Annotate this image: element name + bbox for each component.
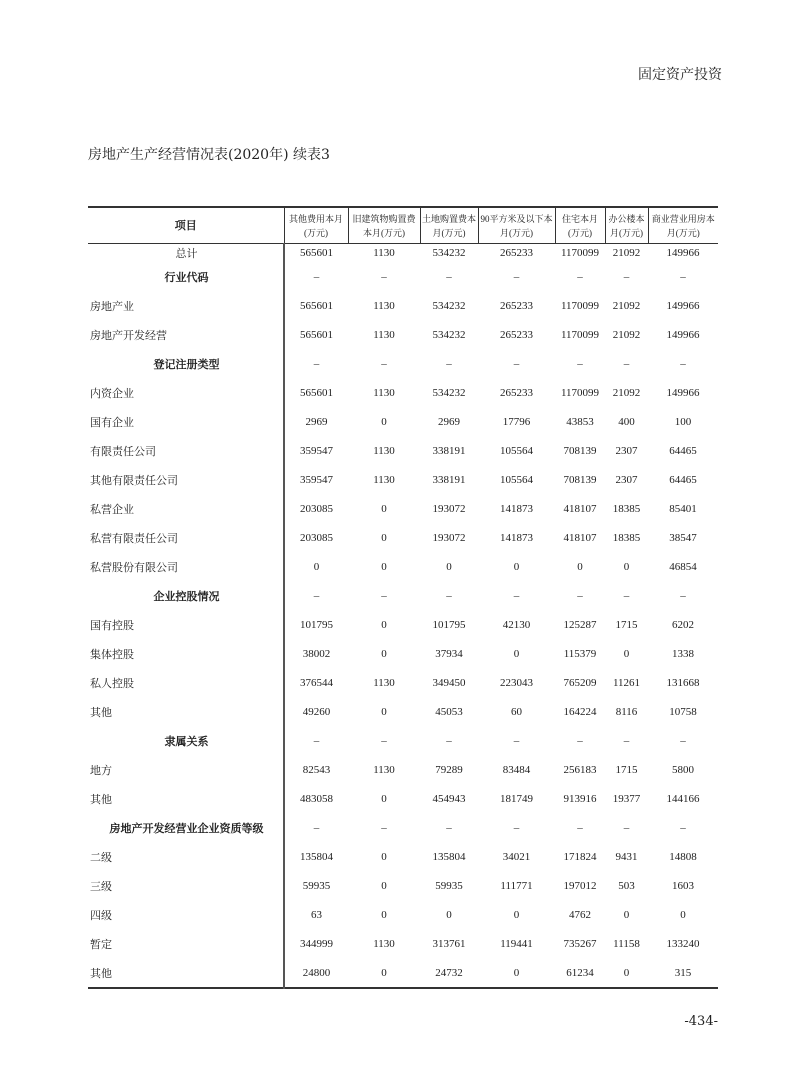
cell-value: 49260: [302, 705, 331, 718]
cell-value: 38547: [669, 531, 697, 544]
cell-value: 0: [313, 560, 320, 573]
cell-value: 193072: [432, 502, 466, 515]
cell-value: 111771: [500, 879, 533, 892]
table-row: [88, 465, 718, 494]
cell-value: 135804: [432, 850, 466, 863]
cell-value: 135804: [300, 850, 333, 863]
table-row: [88, 668, 718, 697]
row-label: 地方: [88, 755, 284, 784]
cell-value: 0: [381, 502, 387, 515]
cell-value: 256183: [563, 763, 597, 776]
cell-value: 1338: [672, 647, 694, 660]
cell-value: 0: [381, 705, 387, 718]
row-label: 三级: [88, 871, 284, 900]
cell-value: 21092: [612, 328, 641, 341]
cell-value: 203085: [300, 502, 333, 515]
cell-value: 338191: [432, 473, 466, 486]
table-row: [88, 900, 718, 929]
cell-value: 0: [381, 618, 387, 631]
cell-value: 2307: [615, 444, 638, 457]
cell-value: 534232: [432, 328, 466, 341]
cell-value: –: [623, 734, 630, 747]
column-header: 商业营业用房本月(万元): [648, 207, 718, 244]
cell-value: 85401: [669, 502, 697, 515]
cell-value: –: [513, 589, 520, 602]
cell-value: 82543: [302, 763, 331, 776]
row-label: 登记注册类型: [88, 349, 284, 378]
cell-value: 181749: [500, 792, 533, 805]
cell-value: 101795: [300, 618, 333, 631]
cell-value: 0: [623, 647, 630, 660]
cell-value: –: [313, 821, 320, 834]
column-header: 旧建筑物购置费本月(万元): [348, 207, 420, 244]
cell-value: 0: [577, 560, 583, 573]
cell-value: 376544: [300, 676, 333, 689]
cell-value: 483058: [300, 792, 333, 805]
cell-value: 503: [618, 879, 635, 892]
cell-value: 17796: [502, 415, 531, 428]
section-row: [88, 581, 718, 610]
table-row: [88, 697, 718, 726]
cell-value: 59935: [302, 879, 331, 892]
row-label: 有限责任公司: [88, 436, 284, 465]
cell-value: 5800: [672, 763, 694, 776]
cell-value: 418107: [563, 502, 597, 515]
cell-value: –: [446, 357, 452, 370]
cell-value: 24732: [435, 966, 463, 979]
cell-value: 105564: [500, 444, 533, 457]
cell-value: 265233: [500, 247, 533, 259]
cell-value: 193072: [432, 531, 466, 544]
cell-value: 913916: [563, 792, 597, 805]
cell-value: 708139: [563, 444, 597, 457]
cell-value: 338191: [432, 444, 466, 457]
cell-value: –: [623, 357, 630, 370]
table-row: [88, 552, 718, 581]
cell-value: 149966: [666, 299, 700, 312]
cell-value: 0: [381, 908, 387, 921]
cell-value: –: [381, 270, 387, 283]
cell-value: 1170099: [560, 386, 600, 399]
table-row: [88, 842, 718, 871]
cell-value: 18385: [612, 531, 641, 544]
table-row: [88, 378, 718, 407]
cell-value: 418107: [563, 531, 597, 544]
cell-value: 6202: [672, 618, 694, 631]
cell-value: –: [381, 821, 387, 834]
table-row: [88, 639, 718, 668]
cell-value: 0: [623, 560, 630, 573]
table-row: [88, 291, 718, 320]
cell-value: 534232: [432, 247, 466, 259]
cell-value: 119441: [500, 937, 533, 950]
cell-value: 0: [680, 908, 686, 921]
cell-value: –: [446, 821, 452, 834]
cell-value: 1130: [373, 937, 395, 950]
cell-value: 1170099: [560, 328, 600, 341]
row-label: 内资企业: [88, 378, 284, 407]
row-label: 四级: [88, 900, 284, 929]
cell-value: 9431: [615, 850, 638, 863]
cell-value: 46854: [669, 560, 697, 573]
cell-value: –: [446, 270, 452, 283]
cell-value: 359547: [300, 444, 333, 457]
cell-value: 0: [446, 908, 452, 921]
cell-value: 43853: [566, 415, 594, 428]
cell-value: 0: [513, 908, 520, 921]
table-row: [88, 494, 718, 523]
total-row: [88, 244, 718, 263]
running-head: 固定资产投资: [638, 67, 722, 83]
cell-value: 64465: [669, 473, 697, 486]
table-row: [88, 407, 718, 436]
cell-value: 105564: [500, 473, 533, 486]
cell-value: 1715: [615, 618, 638, 631]
cell-value: 42130: [502, 618, 531, 631]
cell-value: 0: [381, 850, 387, 863]
row-label: 私营股份有限公司: [88, 552, 284, 581]
row-label: 总计: [88, 244, 284, 263]
cell-value: 8116: [615, 705, 638, 718]
cell-value: 1130: [373, 473, 395, 486]
cell-value: 0: [446, 560, 452, 573]
cell-value: 64465: [669, 444, 697, 457]
page-number: -434-: [684, 1014, 718, 1029]
cell-value: 765209: [563, 676, 597, 689]
row-label: 暂定: [88, 929, 284, 958]
cell-value: 149966: [666, 328, 700, 341]
row-label: 房地产开发经营: [88, 320, 284, 349]
row-label: 二级: [88, 842, 284, 871]
cell-value: 79289: [435, 763, 463, 776]
table-row: [88, 755, 718, 784]
cell-value: 534232: [432, 299, 466, 312]
cell-value: 0: [381, 966, 387, 979]
cell-value: 144166: [666, 792, 700, 805]
cell-value: 0: [513, 966, 520, 979]
cell-value: 565601: [300, 299, 333, 312]
cell-value: 11261: [612, 676, 641, 689]
cell-value: 1130: [373, 247, 395, 259]
header-row: [88, 207, 718, 244]
cell-value: 164224: [563, 705, 597, 718]
cell-value: –: [623, 270, 630, 283]
cell-value: 265233: [500, 299, 533, 312]
cell-value: 149966: [666, 386, 700, 399]
table-row: [88, 436, 718, 465]
cell-value: –: [577, 270, 583, 283]
cell-value: 0: [513, 560, 520, 573]
cell-value: 1130: [373, 444, 395, 457]
cell-value: 565601: [300, 328, 333, 341]
cell-value: –: [513, 270, 520, 283]
cell-value: 1170099: [560, 247, 600, 259]
cell-value: 63: [311, 908, 322, 921]
column-header: 住宅本月(万元): [555, 207, 605, 244]
column-header-item: 项目: [88, 207, 284, 244]
cell-value: –: [577, 357, 583, 370]
cell-value: 2969: [438, 415, 460, 428]
column-header: 90平方米及以下本月(万元): [478, 207, 555, 244]
section-row: [88, 349, 718, 378]
row-label: 其他: [88, 784, 284, 813]
cell-value: 133240: [666, 937, 700, 950]
cell-value: –: [313, 270, 320, 283]
cell-value: –: [680, 357, 686, 370]
cell-value: 21092: [612, 247, 641, 259]
cell-value: –: [446, 734, 452, 747]
cell-value: 1603: [672, 879, 694, 892]
row-label: 行业代码: [88, 262, 284, 291]
cell-value: –: [680, 734, 686, 747]
cell-value: –: [313, 589, 320, 602]
row-label: 其他: [88, 958, 284, 988]
cell-value: 115379: [563, 647, 597, 660]
cell-value: 0: [381, 531, 387, 544]
row-label: 私营有限责任公司: [88, 523, 284, 552]
row-label: 私人控股: [88, 668, 284, 697]
cell-value: –: [577, 589, 583, 602]
cell-value: 565601: [300, 247, 333, 259]
table-row: [88, 784, 718, 813]
row-label: 隶属关系: [88, 726, 284, 755]
cell-value: 1130: [373, 676, 395, 689]
cell-value: 0: [513, 647, 520, 660]
cell-value: –: [381, 589, 387, 602]
cell-value: –: [513, 821, 520, 834]
cell-value: 0: [381, 792, 387, 805]
cell-value: –: [577, 821, 583, 834]
column-header: 土地购置费本月(万元): [420, 207, 478, 244]
cell-value: 359547: [300, 473, 333, 486]
section-row: [88, 813, 718, 842]
cell-value: 0: [381, 415, 387, 428]
cell-value: –: [513, 357, 520, 370]
cell-value: –: [313, 734, 320, 747]
cell-value: –: [381, 734, 387, 747]
cell-value: 1130: [373, 328, 395, 341]
cell-value: 141873: [500, 502, 533, 515]
row-label: 国有控股: [88, 610, 284, 639]
cell-value: 223043: [500, 676, 533, 689]
cell-value: 313761: [432, 937, 466, 950]
cell-value: –: [680, 589, 686, 602]
cell-value: 61234: [566, 966, 594, 979]
cell-value: 131668: [666, 676, 700, 689]
cell-value: 149966: [666, 247, 700, 259]
cell-value: 38002: [302, 647, 331, 660]
cell-value: 21092: [612, 386, 641, 399]
cell-value: 344999: [300, 937, 333, 950]
cell-value: 125287: [563, 618, 597, 631]
cell-value: 534232: [432, 386, 466, 399]
cell-value: 14808: [669, 850, 697, 863]
cell-value: 100: [674, 415, 692, 428]
column-header: 办公楼本月(万元): [605, 207, 648, 244]
cell-value: 21092: [612, 299, 641, 312]
cell-value: 0: [381, 879, 387, 892]
cell-value: 18385: [612, 502, 641, 515]
cell-value: –: [381, 357, 387, 370]
cell-value: 83484: [502, 763, 531, 776]
section-row: [88, 262, 718, 291]
cell-value: 60: [511, 705, 522, 718]
table-row: [88, 929, 718, 958]
table-row: [88, 610, 718, 639]
cell-value: 197012: [563, 879, 597, 892]
row-label: 房地产开发经营业企业资质等级: [88, 813, 284, 842]
cell-value: 0: [623, 966, 630, 979]
cell-value: 1130: [373, 763, 395, 776]
data-table: [88, 206, 718, 989]
cell-value: 349450: [432, 676, 466, 689]
table-row: [88, 523, 718, 552]
row-label: 企业控股情况: [88, 581, 284, 610]
cell-value: 265233: [500, 328, 533, 341]
cell-value: –: [513, 734, 520, 747]
cell-value: 171824: [563, 850, 597, 863]
table-title: 房地产生产经营情况表(2020年) 续表3: [88, 147, 330, 163]
row-label: 集体控股: [88, 639, 284, 668]
cell-value: 1170099: [560, 299, 600, 312]
cell-value: –: [623, 589, 630, 602]
row-label: 其他: [88, 697, 284, 726]
cell-value: –: [313, 357, 320, 370]
cell-value: 1130: [373, 299, 395, 312]
cell-value: 735267: [563, 937, 597, 950]
cell-value: 37934: [435, 647, 463, 660]
cell-value: 45053: [435, 705, 463, 718]
cell-value: 24800: [302, 966, 331, 979]
cell-value: 4762: [569, 908, 591, 921]
cell-value: 400: [618, 415, 635, 428]
cell-value: 59935: [435, 879, 463, 892]
cell-value: –: [577, 734, 583, 747]
cell-value: 0: [381, 560, 387, 573]
cell-value: 708139: [563, 473, 597, 486]
cell-value: 454943: [432, 792, 466, 805]
cell-value: 0: [381, 647, 387, 660]
section-row: [88, 726, 718, 755]
cell-value: –: [446, 589, 452, 602]
cell-value: 19377: [612, 792, 641, 805]
cell-value: 1130: [373, 386, 395, 399]
table-row: [88, 871, 718, 900]
cell-value: 203085: [300, 531, 333, 544]
table-row: [88, 320, 718, 349]
cell-value: 101795: [432, 618, 466, 631]
cell-value: 2969: [305, 415, 328, 428]
cell-value: 141873: [500, 531, 533, 544]
cell-value: 1715: [615, 763, 638, 776]
cell-value: 10758: [669, 705, 697, 718]
cell-value: 2307: [615, 473, 638, 486]
column-header: 其他费用本月(万元): [284, 207, 348, 244]
cell-value: 34021: [502, 850, 531, 863]
cell-value: 0: [623, 908, 630, 921]
cell-value: 265233: [500, 386, 533, 399]
row-label: 房地产业: [88, 291, 284, 320]
row-label: 其他有限责任公司: [88, 465, 284, 494]
cell-value: –: [623, 821, 630, 834]
cell-value: 11158: [613, 937, 640, 950]
table-row: [88, 958, 718, 988]
cell-value: –: [680, 270, 686, 283]
cell-value: –: [680, 821, 686, 834]
cell-value: 565601: [300, 386, 333, 399]
row-label: 国有企业: [88, 407, 284, 436]
cell-value: 315: [674, 966, 692, 979]
row-label: 私营企业: [88, 494, 284, 523]
